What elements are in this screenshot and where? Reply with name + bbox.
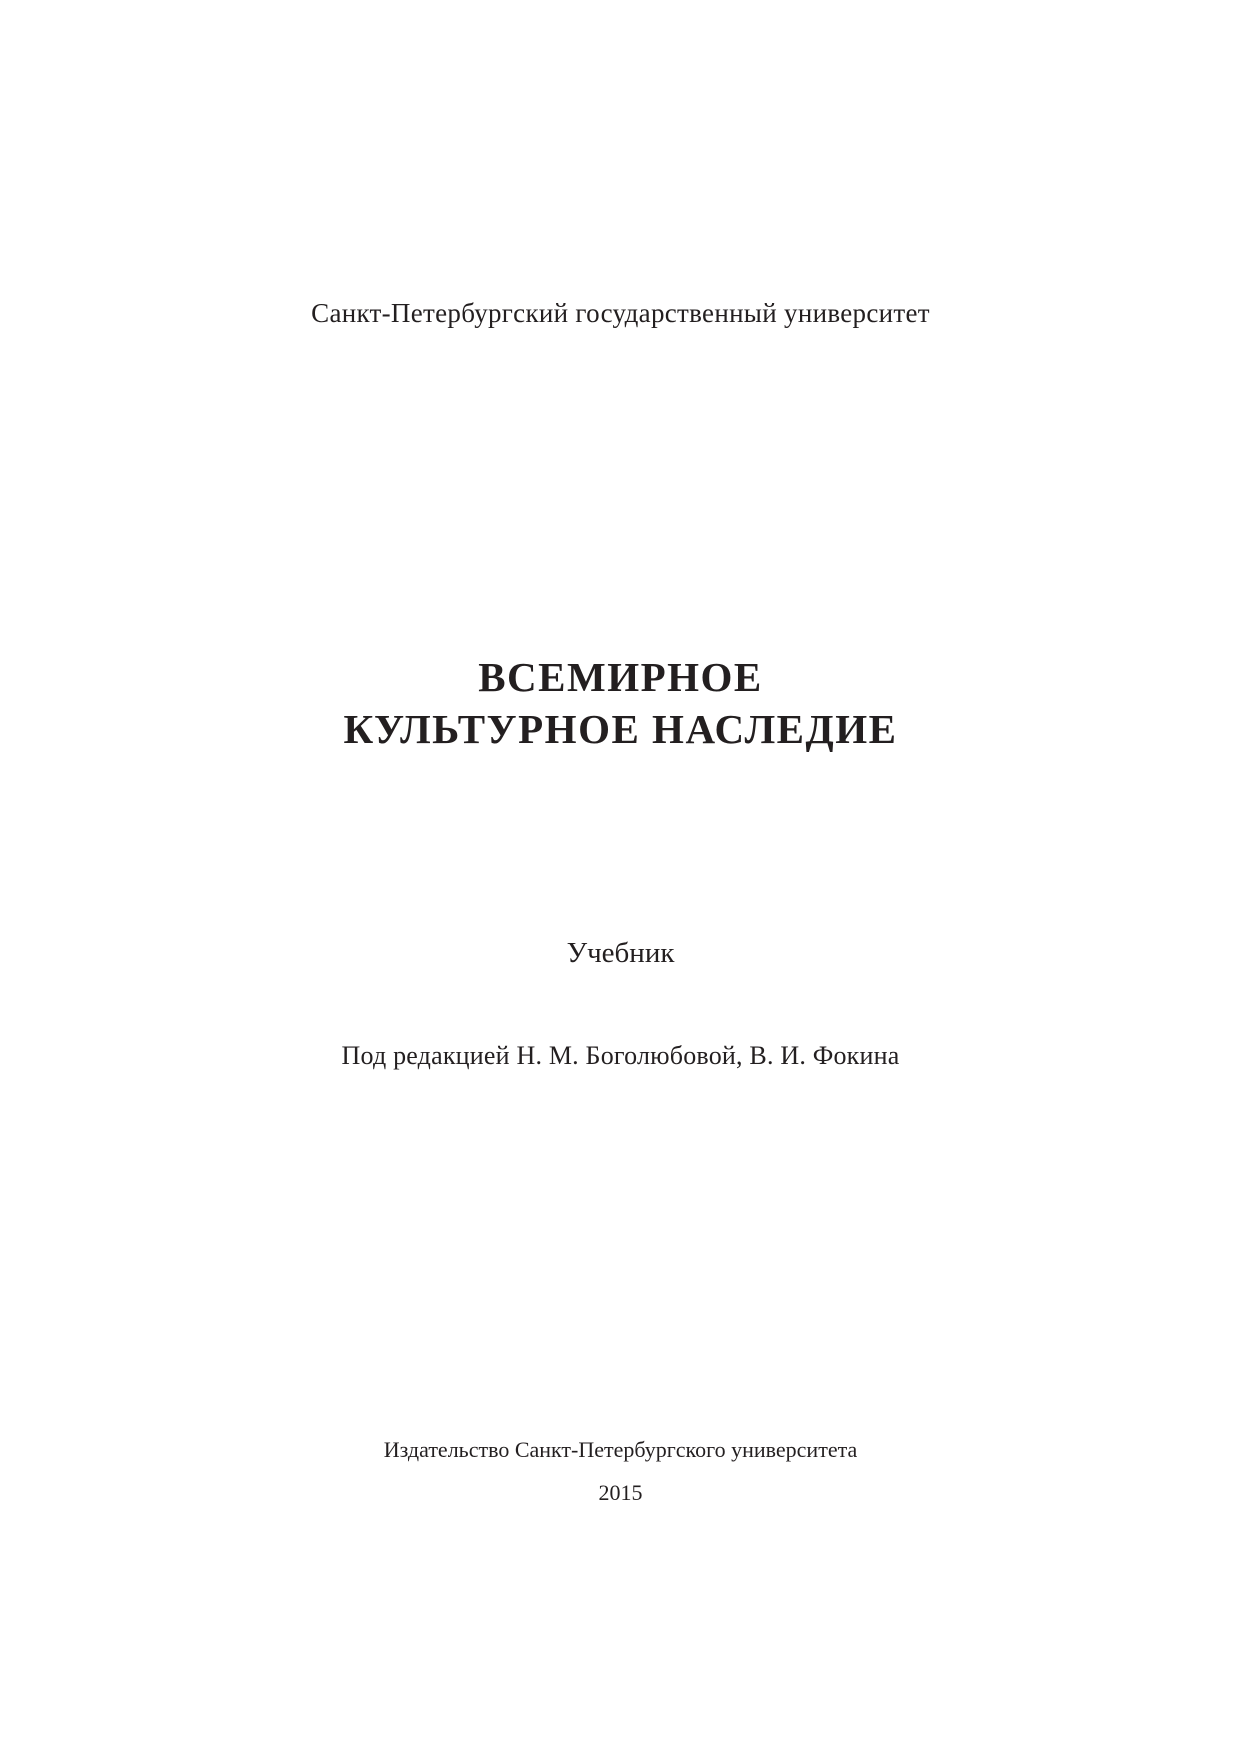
editors-line: Под редакцией Н. М. Боголюбовой, В. И. Фокина	[341, 1041, 900, 1070]
publication-year: 2015	[598, 1480, 643, 1505]
publisher-name: Издательство Санкт-Петербургского университета	[383, 1437, 858, 1462]
document-type: Учебник	[566, 937, 675, 969]
institution-name: Санкт-Петербургский государственный университет	[311, 298, 930, 328]
book-title-line-2: КУЛЬТУРНОЕ НАСЛЕДИЕ	[343, 706, 898, 752]
book-title-line-1: ВСЕМИРНОЕ	[478, 654, 763, 700]
